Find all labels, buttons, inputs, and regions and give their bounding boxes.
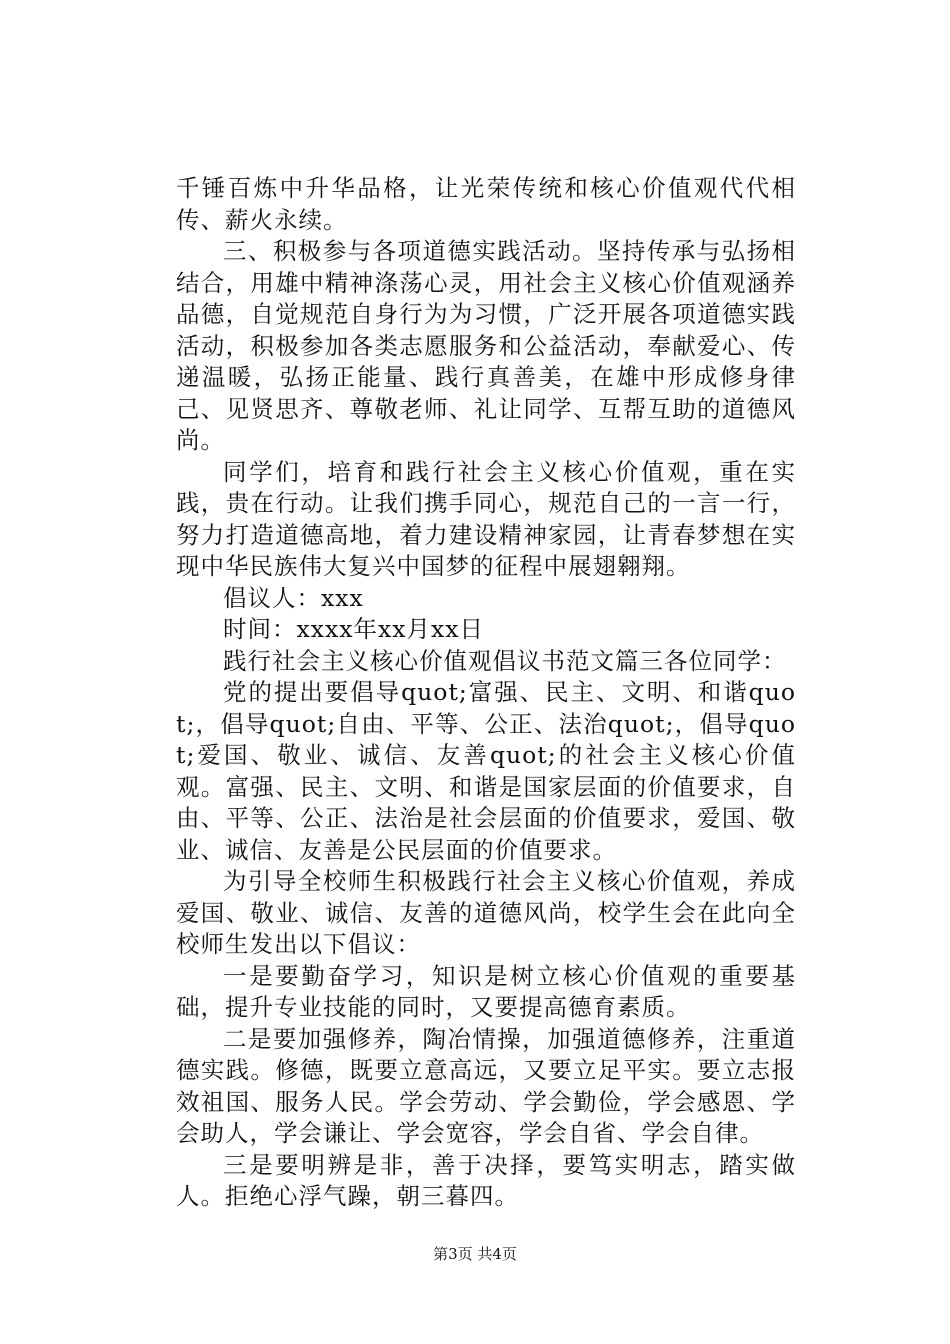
paragraph: 一是要勤奋学习，知识是树立核心价值观的重要基础，提升专业技能的同时，又要提高德育素质。: [176, 961, 796, 1021]
paragraph: 二是要加强修养，陶冶情操，加强道德修养，注重道德实践。修德，既要立意高远，又要立足平实。要立志报效祖国、服务人民。学会劳动、学会勤俭，学会感恩、学会助人，学会谦让、学会宽容，学会自省、学会自律。: [176, 1024, 796, 1147]
paragraph: 三是要明辨是非，善于决择，要笃实明志，踏实做人。拒绝心浮气躁，朝三暮四。: [176, 1150, 796, 1210]
paragraph: 千锤百炼中升华品格，让光荣传统和核心价值观代代相传、薪火永续。: [176, 174, 796, 234]
paragraph: 倡议人：xxx: [223, 583, 364, 612]
paragraph: 三、积极参与各项道德实践活动。坚持传承与弘扬相结合，用雄中精神涤荡心灵，用社会主义核心价值观涵养品德，自觉规范自身行为为习惯，广泛开展各项道德实践活动，积极参加各类志愿服务和公益活动，奉献爱心、传递温暖，弘扬正能量、践行真善美，在雄中形成修身律己、见贤思齐、尊敬老师、礼让同学、互帮互助的道德风尚。: [176, 237, 796, 454]
paragraph: 党的提出要倡导quot;富强、民主、文明、和谐quot;，倡导quot;自由、平等、公正、法治quot;，倡导quot;爱国、敬业、诚信、友善quot;的社会主义核心价值观。富强、民主、文明、和谐是国家层面的价值要求，自由、平等、公正、法治是社会层面的价值要求，爱国、敬业、诚信、友善是公民层面的价值要求。: [176, 678, 796, 864]
page-footer: [0, 1244, 950, 1264]
document-body: [176, 173, 796, 1213]
paragraph: 同学们，培育和践行社会主义核心价值观，重在实践，贵在行动。让我们携手同心，规范自己的一言一行，努力打造道德高地，着力建设精神家园，让青春梦想在实现中华民族伟大复兴中国梦的征程中展翅翱翔。: [176, 457, 796, 580]
paragraph: 时间：xxxx年xx月xx日: [223, 615, 485, 643]
paragraph: 为引导全校师生积极践行社会主义核心价值观，养成爱国、敬业、诚信、友善的道德风尚，校学生会在此向全校师生发出以下倡议：: [176, 867, 796, 958]
page-number: 第3页 共4页: [433, 1245, 517, 1263]
paragraph: 践行社会主义核心价值观倡议书范文篇三各位同学：: [223, 646, 787, 675]
